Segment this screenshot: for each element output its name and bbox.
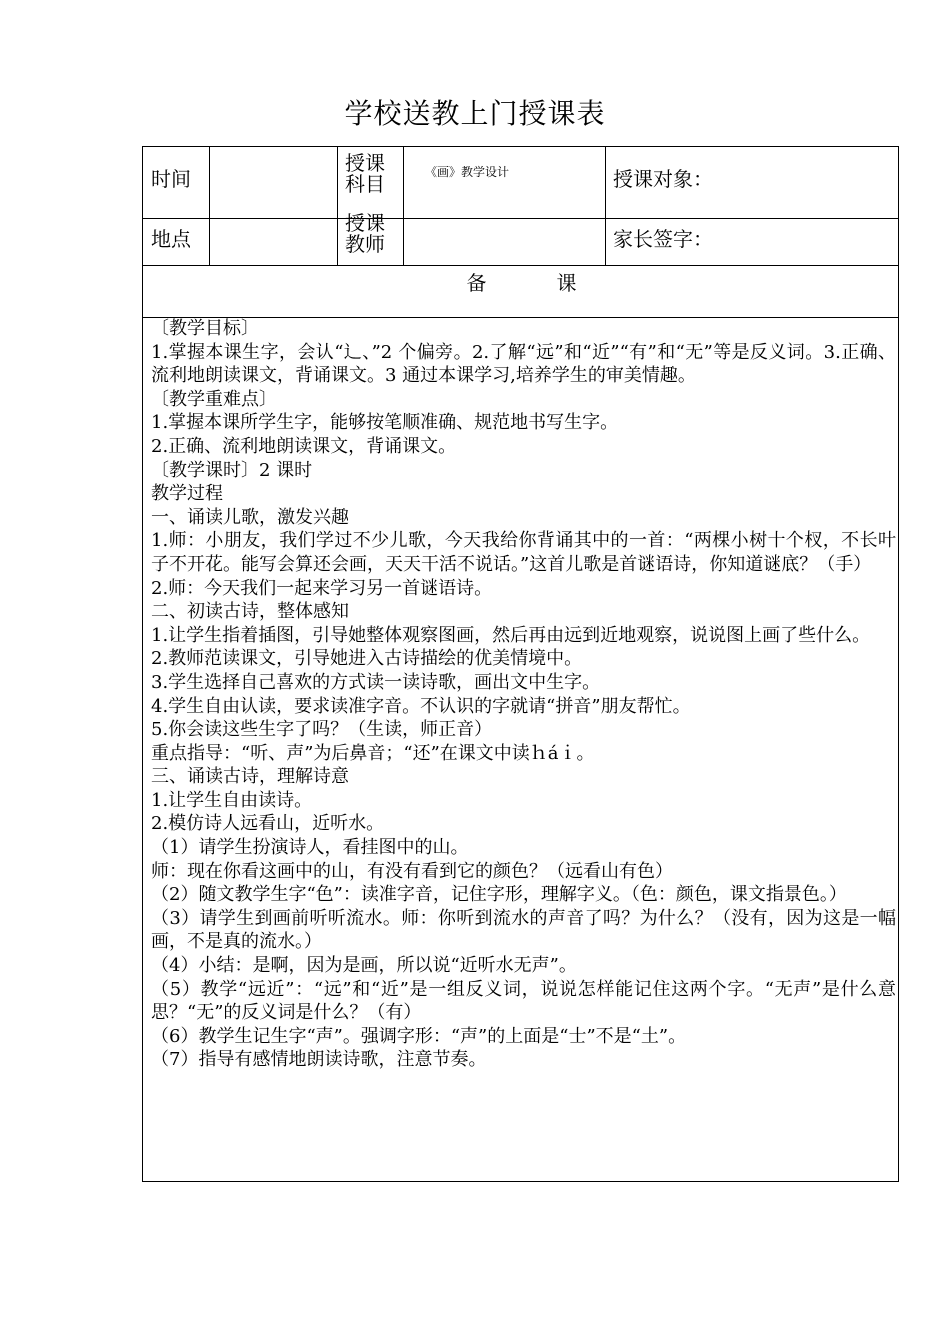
content-line: 2.模仿诗人远看山，近听水。 (151, 813, 385, 835)
content-line: 4.学生自由认读，要求读准字音。不认识的字就请“拼音”朋友帮忙。 (151, 695, 691, 717)
content-line: 一、诵读儿歌，激发兴趣 (151, 506, 349, 528)
content-line: （3）请学生到画前听听流水。师：你听到流水的声音了吗？为什么？（没有，因为这是一幅画，不是真的流水。） (151, 907, 896, 953)
content-line: 1.让学生自由读诗。 (151, 789, 313, 811)
time-label: 时间 (151, 167, 191, 191)
section-title: 备课 (466, 271, 647, 295)
grid-line (403, 147, 404, 265)
target-label: 授课对象： (613, 167, 713, 191)
page-title: 学校送教上门授课表 (344, 97, 606, 130)
content-line: 重点指导：“听、声”为后鼻音；“还”在课文中读ｈáｉ。 (151, 742, 595, 764)
content-line: 教学过程 (151, 483, 223, 505)
content-line: 2.教师范读课文，引导她进入古诗描绘的优美情境中。 (151, 648, 583, 670)
content-line: 1.掌握本课所学生字，能够按笔顺准确、规范地书写生字。 (151, 412, 619, 434)
place-value (215, 223, 331, 253)
content-line: 〔教学重难点〕 (151, 388, 277, 410)
content-line: （1）请学生扮演诗人，看挂图中的山。 (151, 837, 469, 859)
content-line: 1.掌握本课生字，会认“辶、”2 个偏旁。2.了解“远”和“近”“有”和“无”等是反义词。3.正确、流利地朗读课文，背诵课文。3 通过本课学习,培养学生的审美情趣。 (151, 341, 896, 387)
content-line: （4）小结：是啊，因为是画，所以说“近听水无声”。 (151, 955, 577, 977)
parent-sign-label: 家长签字： (613, 227, 713, 251)
teacher-label: 授课教师 (345, 211, 385, 256)
content-line: 2.正确、流利地朗读课文，背诵课文。 (151, 435, 457, 457)
content-line: （6）教学生记生字“声”。强调字形：“声”的上面是“士”不是“土”。 (151, 1025, 687, 1047)
subject-value: 《画》教学设计 (425, 165, 510, 179)
grid-line (209, 147, 210, 265)
content-line: 师：现在你看这画中的山，有没有看到它的颜色？（远看山有色） (151, 860, 673, 882)
grid-line (605, 147, 606, 265)
content-line: （7）指导有感情地朗读诗歌，注意节奏。 (151, 1049, 487, 1071)
teacher-value (411, 223, 599, 253)
content-line: 1.师：小朋友，我们学过不少儿歌，今天我给你背诵其中的一首：“两棵小树十个杈，不长叶子不开花。能写会算还会画，天天干活不说话。”这首儿歌是首谜语诗，你知道谜底？（手） (151, 530, 896, 575)
content-line: 二、初读古诗，整体感知 (151, 601, 349, 623)
content-line: 1.让学生指着插图，引导她整体观察图画，然后再由远到近地观察，说说图上画了些什么。 (151, 624, 871, 646)
lesson-form-table (142, 146, 899, 1182)
grid-line (143, 218, 898, 219)
place-label: 地点 (151, 227, 191, 251)
grid-line (337, 147, 338, 265)
content-line: 2.师：今天我们一起来学习另一首谜语诗。 (151, 577, 493, 599)
content-line: （2）随文教学生字“色”：读准字音，记住字形，理解字义。（色：颜色，课文指景色。） (151, 884, 847, 906)
subject-label: 授课科目 (345, 151, 385, 196)
content-line: 5.你会读这些生字了吗？（生读，师正音） (151, 719, 493, 741)
content-line: 三、诵读古诗，理解诗意 (151, 766, 349, 788)
content-line: 〔教学课时〕2 课时 (151, 459, 313, 481)
content-line: 3.学生选择自己喜欢的方式读一读诗歌，画出文中生字。 (151, 671, 601, 693)
time-value (215, 163, 331, 193)
content-line: 〔教学目标〕 (151, 318, 259, 339)
content-line: （5）教学“远近”：“远”和“近”是一组反义词，说说怎样能记住这两个字。“无声”是什么意思？“无”的反义词是什么？（有） (151, 978, 896, 1024)
lesson-plan-body (151, 317, 896, 1072)
